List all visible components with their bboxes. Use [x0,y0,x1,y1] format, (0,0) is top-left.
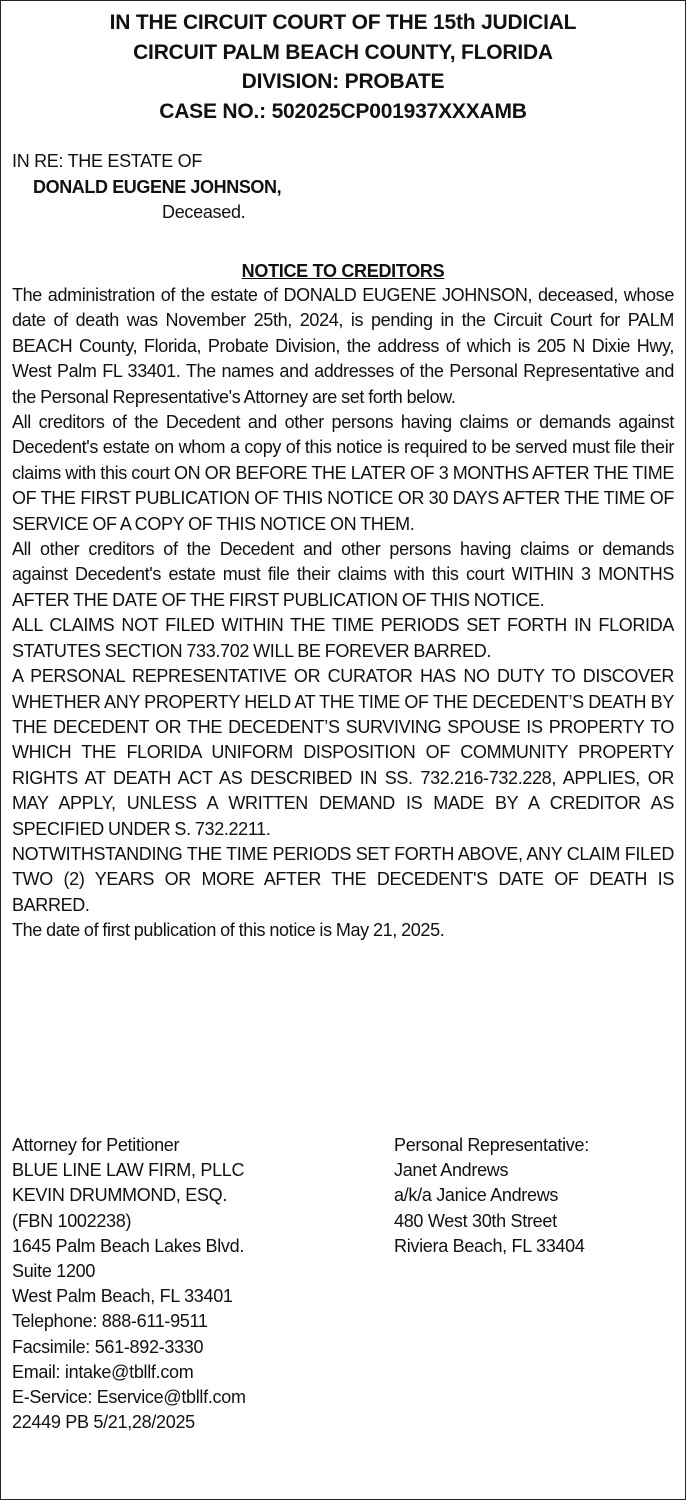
representative-city: Riviera Beach, FL 33404 [394,1235,585,1256]
decedent-name: DONALD EUGENE JOHNSON, [33,176,282,197]
court-header [0,8,686,126]
court-header-line-3: DIVISION: PROBATE [241,70,445,93]
in-re-line: IN RE: THE ESTATE OF [12,151,203,171]
notice-paragraph: The administration of the estate of DONALD EUGENE JOHNSON, deceased, whose date of death was November 25th, 2024, is pending in the Circuit Court for PALM BEACH County, Florida, Probate Division, the address of which is 205 N Dixie Hwy, West Palm FL 33401. The names and addresses of the Personal Representative and the Personal Representative's Attorney are set forth below. [12,285,674,407]
notice-paragraph: All other creditors of the Decedent and other persons having claims or demands against Decedent's estate must file their claims with this court WITHIN 3 MONTHS AFTER THE DATE OF THE FIRST PUBLICATION OF THIS NOTICE. [12,539,674,610]
representative-address: 480 West 30th Street [394,1210,557,1231]
law-firm-name: BLUE LINE LAW FIRM, PLLC [12,1160,245,1181]
attorney-email: Email: intake@tbllf.com [12,1361,194,1382]
case-caption [12,149,672,226]
notice-paragraph: NOTWITHSTANDING THE TIME PERIODS SET FORTH ABOVE, ANY CLAIM FILED TWO (2) YEARS OR MORE AFTER THE DECEDENT'S DATE OF DEATH IS BARRED. [12,843,674,915]
attorney-name: KEVIN DRUMMOND, ESQ. [12,1185,228,1206]
attorney-address-line-1: 1645 Palm Beach Lakes Blvd. [12,1235,245,1256]
representative-aka: a/k/a Janice Andrews [394,1185,559,1206]
representative-heading: Personal Representative: [394,1135,589,1155]
attorney-block [12,1133,382,1435]
notice-body [12,283,674,944]
notice-title: NOTICE TO CREDITORS [241,261,445,281]
personal-representative-block [394,1133,679,1259]
court-header-line-1: IN THE CIRCUIT COURT OF THE 15th JUDICIAL [109,11,577,34]
attorney-eservice: E-Service: Eservice@tbllf.com [12,1387,246,1408]
attorney-facsimile: Facsimile: 561-892-3330 [12,1336,204,1357]
publication-date-paragraph: The date of first publication of this notice is May 21, 2025. [12,920,445,941]
attorney-telephone: Telephone: 888-611-9511 [12,1311,208,1332]
notice-paragraph: A PERSONAL REPRESENTATIVE OR CURATOR HAS NO DUTY TO DISCOVER WHETHER ANY PROPERTY HELD AT THE TIME OF THE DECEDENT’S DEATH BY THE DECEDENT OR THE DECEDENT’S SURVIVING SPOUSE IS PROPERTY TO WHICH THE FLORIDA UNIFORM DISPOSITION OF COMMUNITY PROPERTY RIGHTS AT DEATH ACT AS DESCRIBED IN SS. 732.216-732.228, APPLIES, OR MAY APPLY, UNLESS A WRITTEN DEMAND IS MADE BY A CREDITOR AS SPECIFIED UNDER S. 732.2211. [12,666,674,839]
attorney-city: West Palm Beach, FL 33401 [12,1286,233,1307]
case-number: CASE NO.: 502025CP001937XXXAMB [159,99,527,123]
attorney-address-line-2: Suite 1200 [12,1261,96,1282]
attorney-heading: Attorney for Petitioner [12,1135,180,1155]
attorney-fbn: (FBN 1002238) [12,1210,132,1231]
court-header-line-2: CIRCUIT PALM BEACH COUNTY, FLORIDA [133,40,553,64]
notice-paragraph: ALL CLAIMS NOT FILED WITHIN THE TIME PERIODS SET FORTH IN FLORIDA STATUTES SECTION 733.702 WILL BE FOREVER BARRED. [12,615,674,661]
deceased-label: Deceased. [162,202,246,222]
publication-reference: 22449 PB 5/21,28/2025 [12,1412,195,1433]
notice-paragraph: All creditors of the Decedent and other persons having claims or demands against Decedent's estate on whom a copy of this notice is required to be served must file their claims with this court ON OR BEFORE THE LATER OF 3 MONTHS AFTER THE TIME OF THE FIRST PUBLICATION OF THIS NOTICE OR 30 DAYS AFTER THE TIME OF SERVICE OF A COPY OF THIS NOTICE ON THEM. [12,412,674,534]
representative-name: Janet Andrews [394,1160,509,1181]
